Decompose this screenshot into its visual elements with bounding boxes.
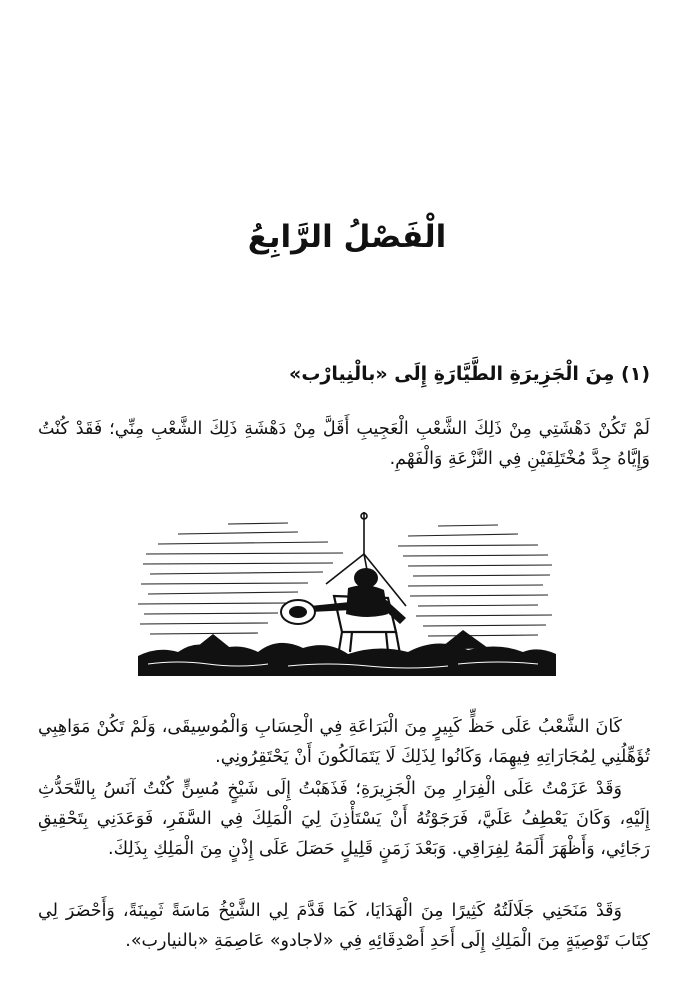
sea-and-rocks [138,630,556,676]
paragraph-1: لَمْ تَكُنْ دَهْشَتِي مِنْ ذَلِكَ الشَّعْبِ الْعَجِيبِ أَقَلَّ مِنْ دَهْشَةِ ذَلِكَ الشَّعْبِ مِنِّي؛ فَقَدْ كُنْتُ وَإِيَّاهُ جِدَّ مُخْتَلِفَيْنِ فِي النَّزْعَةِ وَالْفَهْمِ. [38,419,650,469]
chapter-title: الْفَصْلُ الرَّابِعُ [247,219,447,255]
paragraph-2: كَانَ الشَّعْبُ عَلَى حَظٍّ كَبِيرٍ مِنَ الْبَرَاعَةِ فِي الْحِسَابِ وَالْمُوسِيقَى، وَلَمْ تَكُنْ مَوَاهِبِي تُؤَهِّلُنِي لِمُجَارَاتِهِ فِيهِمَا، وَكَانُوا لِذَلِكَ لَا يَتَمَالَكُونَ أَنْ يَحْتَقِرُونِي. [38,717,650,767]
instrument [281,600,315,624]
illustration-engraving [138,506,556,676]
man-figure [310,568,406,624]
paragraph-4: وَقَدْ مَنَحَنِي جَلَالَتُهُ كَثِيرًا مِنَ الْهَدَايَا، كَمَا قَدَّمَ لِي الشَّيْخُ مَاسَةً ثَمِينَةً، وَأَحْضَرَ لِي كِتَابَ تَوْصِيَةٍ مِنَ الْمَلِكِ إِلَى أَحَدِ أَصْدِقَائِهِ فِي «لاجادو» عَاصِمَةِ «بالنيارب». [38,901,650,951]
sky-hatching [138,523,552,636]
paragraph-3: وَقَدْ عَزَمْتُ عَلَى الْفِرَارِ مِنَ الْجَزِيرَةِ؛ فَذَهَبْتُ إِلَى شَيْخٍ مُسِنٍّ كُنْتُ آنَسُ بِالتَّحَدُّثِ إِلَيْهِ، وَكَانَ يَعْطِفُ عَلَيَّ، فَرَجَوْتُهُ أَنْ يَسْتَأْذِنَ لِيَ الْمَلِكَ فِي السَّفَرِ، فَوَعَدَنِي بِتَحْقِيقِ رَجَائِي، وَأَظْهَرَ أَلَمَهُ لِفِرَاقِي. وَبَعْدَ زَمَنٍ قَلِيلٍ حَصَلَ عَلَى إِذْنٍ مِنَ الْمَلِكِ بِذَلِكَ. [38,779,650,859]
section-heading: (١) مِنَ الْجَزِيرَةِ الطَّيَّارَةِ إِلَى «بالْنِيارْب» [289,363,650,385]
